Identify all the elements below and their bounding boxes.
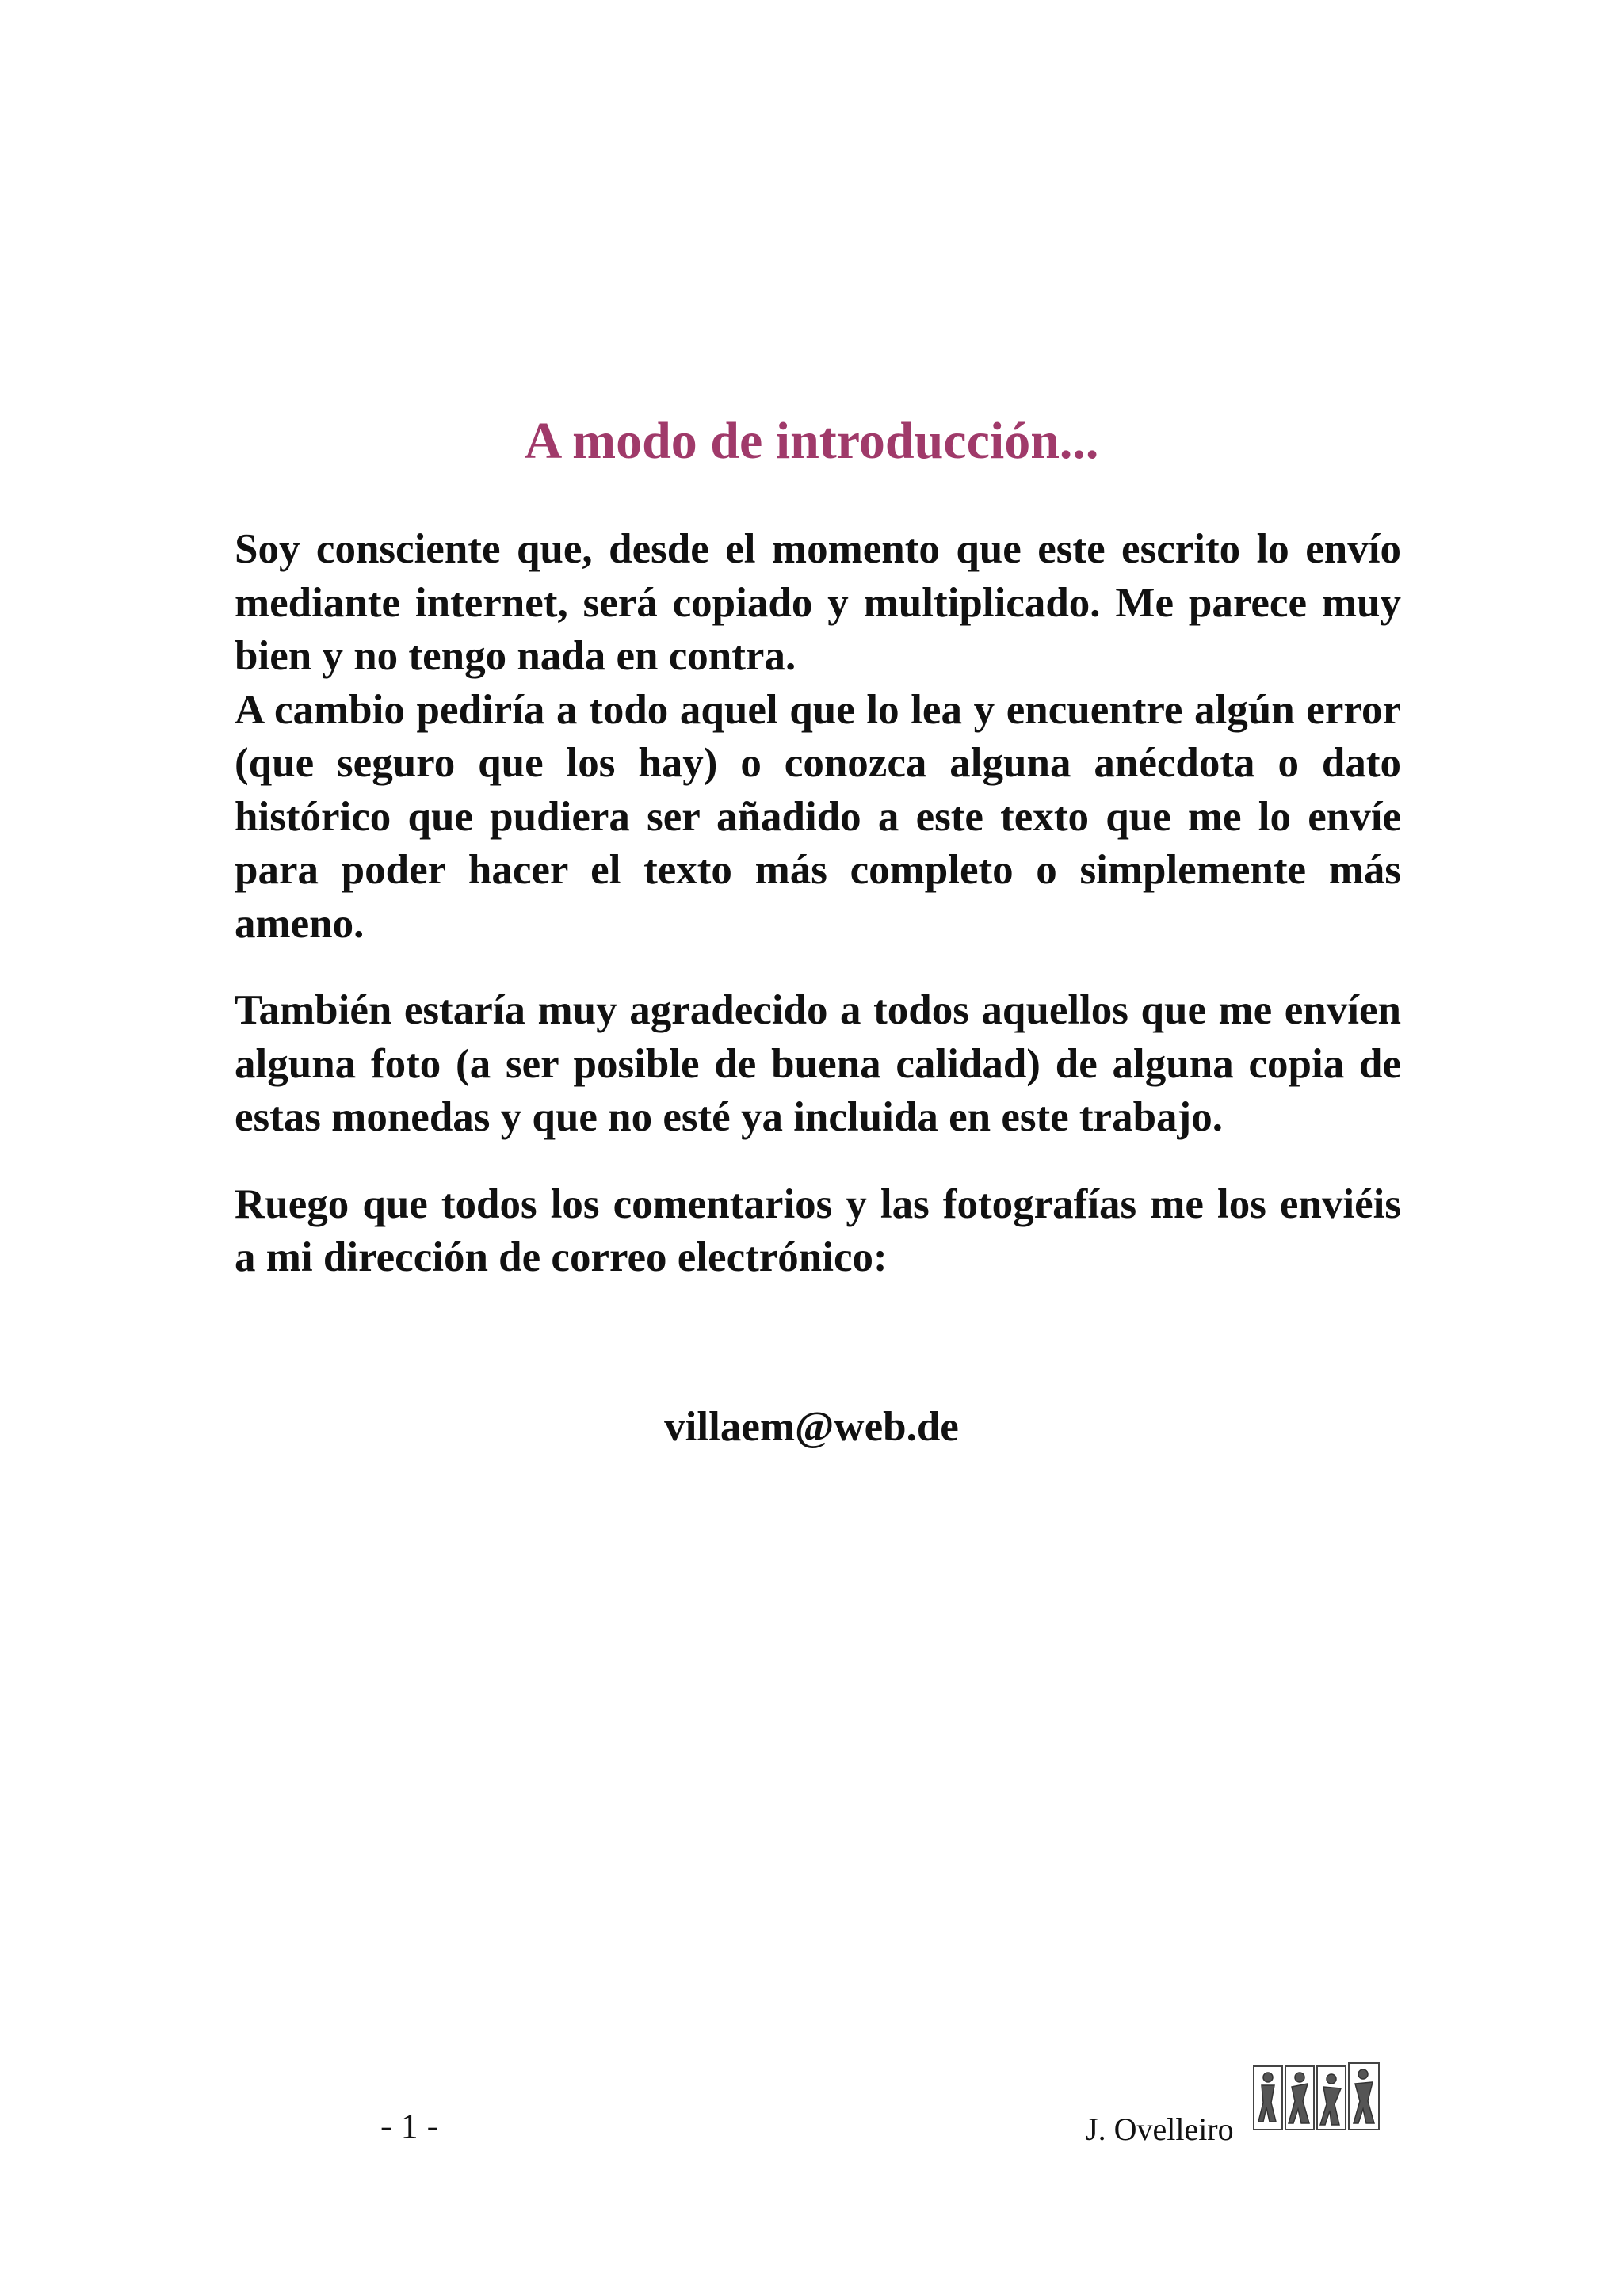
- page-title: A modo de introducción...: [524, 412, 1099, 470]
- body-text: [235, 523, 1401, 1285]
- author-name: J. Ovelleiro: [1086, 2111, 1234, 2147]
- page-number: - 1 -: [380, 2107, 439, 2145]
- paragraph-error-request: A cambio pediría a todo aquel que lo lea y encuentre algún error (que seguro que los hay) o conozca alguna anécdota o dato histórico que pudiera ser añadido a este texto que me lo envíe para poder hacer el texto más completo o simplemente más ameno.: [235, 686, 1401, 947]
- paragraph-photo-request: También estaría muy agradecido a todos aquellos que me envíen alguna foto (a ser posible de buena calidad) de alguna copia de estas monedas y que no esté ya incluida en este trabajo.: [235, 987, 1401, 1140]
- coin-figures-logo-icon: [1252, 2061, 1382, 2133]
- paragraph-contact: Ruego que todos los comentarios y las fotografías me los enviéis a mi dirección de correo electrónico:: [235, 1180, 1401, 1280]
- contact-email[interactable]: villaem@web.de: [664, 1404, 959, 1450]
- paragraph-copy-notice: Soy consciente que, desde el momento que este escrito lo envío mediante internet, será copiado y multiplicado. Me parece muy bien y no tengo nada en contra.: [235, 526, 1401, 679]
